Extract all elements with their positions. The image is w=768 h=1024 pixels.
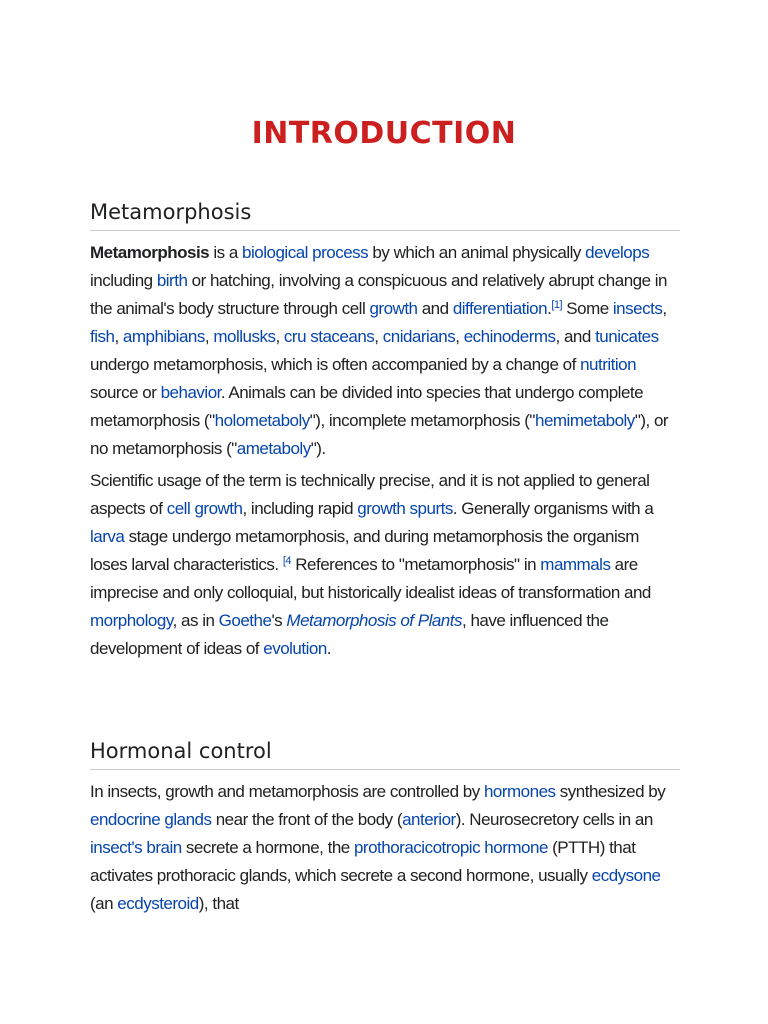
- text-run: In insects, growth and metamorphosis are controlled by: [90, 782, 484, 801]
- inline-link[interactable]: ecdysone: [591, 866, 661, 885]
- section-heading-metamorphosis: Metamorphosis: [90, 200, 680, 231]
- text-run: "), incomplete metamorphosis (": [309, 411, 535, 430]
- paragraph: [90, 239, 680, 463]
- section-body-hormonal-control: [90, 778, 680, 918]
- text-run: ,: [114, 327, 123, 346]
- text-run: source or: [90, 383, 161, 402]
- text-run: ").: [310, 439, 326, 458]
- inline-link[interactable]: nutrition: [580, 355, 637, 374]
- inline-link[interactable]: ametaboly: [236, 439, 311, 458]
- bold-term: Metamorphosis: [90, 243, 210, 262]
- text-run: is a: [209, 243, 243, 262]
- paragraph: [90, 778, 680, 918]
- inline-link[interactable]: anterior: [402, 810, 456, 829]
- text-run: undergo metamorphosis, which is often accompanied by a change of: [90, 355, 581, 374]
- text-run: . Animals can be divided into species that undergo complete metamorphosis (": [90, 383, 644, 430]
- inline-link[interactable]: develops: [585, 243, 650, 262]
- inline-link[interactable]: cnidarians: [382, 327, 456, 346]
- section-heading-hormonal-control: Hormonal control: [90, 739, 680, 770]
- inline-link[interactable]: endocrine glands: [90, 810, 212, 829]
- inline-link[interactable]: hemimetaboly: [534, 411, 635, 430]
- text-run: by which an animal physically: [368, 243, 586, 262]
- inline-link[interactable]: growth spurts: [357, 499, 453, 518]
- inline-link[interactable]: differentiation: [452, 299, 548, 318]
- text-run: "), or no metamorphosis (": [90, 411, 669, 458]
- inline-link[interactable]: fish: [90, 327, 115, 346]
- page-title: INTRODUCTION: [251, 116, 517, 152]
- inline-link[interactable]: mollusks: [213, 327, 276, 346]
- text-run: Scientific usage of the term is technically precise, and it is not applied to general aspects of: [90, 471, 650, 518]
- inline-link[interactable]: Goethe: [218, 611, 272, 630]
- inline-link[interactable]: Metamorphosis of Plants: [286, 611, 462, 630]
- section-hormonal-control: [90, 739, 680, 922]
- inline-link[interactable]: cru staceans: [283, 327, 375, 346]
- text-run: (PTTH) that activates prothoracic glands, which secrete a second hormone, usually: [90, 838, 636, 885]
- text-run: ,: [374, 327, 383, 346]
- inline-link[interactable]: insect's brain: [90, 838, 182, 857]
- text-run: near the front of the body (: [211, 810, 403, 829]
- inline-link[interactable]: hormones: [483, 782, 556, 801]
- text-run: , including rapid: [242, 499, 358, 518]
- text-run: .: [547, 299, 552, 318]
- text-run: ,: [662, 299, 667, 318]
- paragraph: [90, 467, 680, 663]
- text-run: ). Neurosecretory cells in an: [455, 810, 653, 829]
- text-run: , and: [555, 327, 596, 346]
- inline-link[interactable]: holometaboly: [214, 411, 310, 430]
- inline-link[interactable]: tunicates: [595, 327, 659, 346]
- text-run: or hatching, involving a conspicuous and relatively abrupt change in the animal's body structure through cell: [90, 271, 668, 318]
- text-run: ,: [455, 327, 464, 346]
- text-run: synthesized by: [555, 782, 666, 801]
- text-run: .: [326, 639, 332, 658]
- inline-link[interactable]: birth: [156, 271, 188, 290]
- inline-link[interactable]: insects: [612, 299, 663, 318]
- inline-link[interactable]: growth: [369, 299, 418, 318]
- text-run: are imprecise and only colloquial, but historically idealist ideas of transformation and: [90, 555, 651, 602]
- text-run: ,: [275, 327, 284, 346]
- text-run: . Generally organisms with a: [452, 499, 654, 518]
- text-run: stage undergo metamorphosis, and during metamorphosis the organism loses larval characteristics.: [90, 527, 639, 574]
- section-body-metamorphosis: [90, 239, 680, 663]
- inline-link[interactable]: evolution: [263, 639, 327, 658]
- text-run: secrete a hormone, the: [181, 838, 354, 857]
- inline-link[interactable]: mammals: [540, 555, 611, 574]
- inline-link[interactable]: behavior: [160, 383, 221, 402]
- inline-link[interactable]: amphibians: [122, 327, 205, 346]
- text-run: References to "metamorphosis" in: [291, 555, 541, 574]
- citation-link[interactable]: [4: [282, 555, 292, 567]
- inline-link[interactable]: cell growth: [166, 499, 243, 518]
- inline-link[interactable]: ecdysteroid: [117, 894, 199, 913]
- text-run: Some: [562, 299, 613, 318]
- inline-link[interactable]: larva: [90, 527, 125, 546]
- inline-link[interactable]: prothoracicotropic hormone: [353, 838, 548, 857]
- citation-link[interactable]: [1]: [551, 299, 563, 311]
- text-run: ), that: [198, 894, 239, 913]
- text-run: 's: [271, 611, 287, 630]
- text-run: (an: [90, 894, 118, 913]
- text-run: ,: [204, 327, 214, 346]
- inline-link[interactable]: morphology: [90, 611, 173, 630]
- inline-link[interactable]: echinoderms: [463, 327, 556, 346]
- text-run: and: [417, 299, 453, 318]
- text-run: including: [90, 271, 157, 290]
- inline-link[interactable]: biological process: [242, 243, 369, 262]
- section-metamorphosis: [90, 200, 680, 667]
- text-run: , as in: [172, 611, 219, 630]
- text-run: , have influenced the development of ideas of: [90, 611, 609, 658]
